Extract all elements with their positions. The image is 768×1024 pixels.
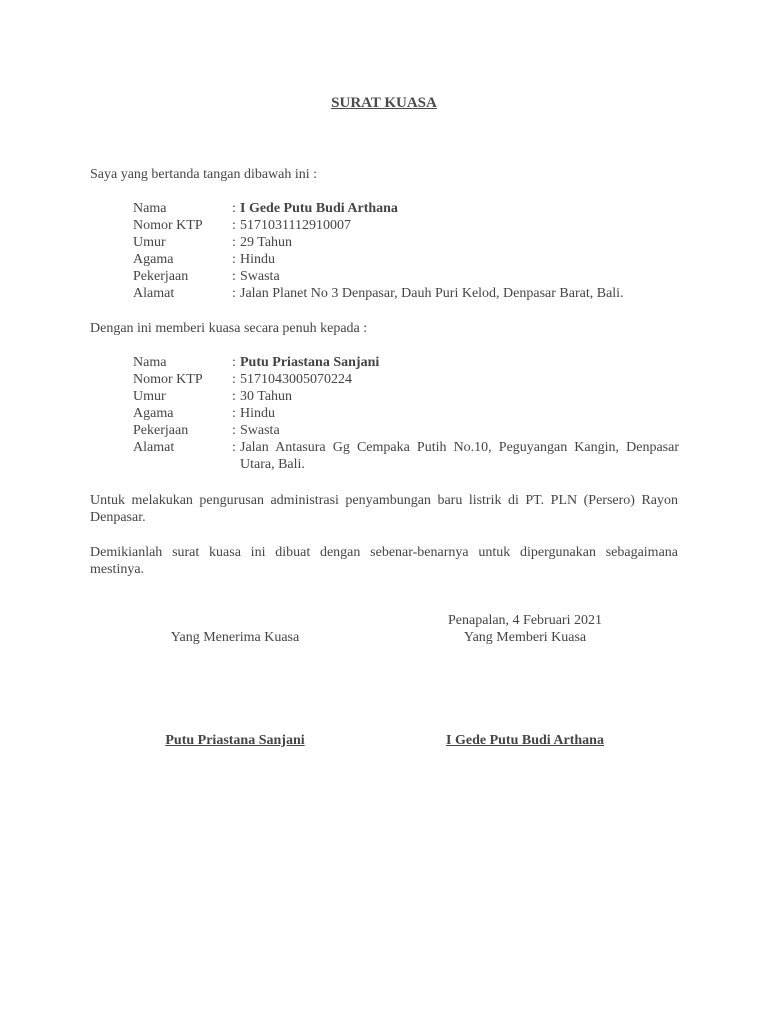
field-label: Pekerjaan xyxy=(133,269,189,284)
grantor-row-religion xyxy=(133,251,679,268)
purpose-text: Untuk melakukan pengurusan administrasi penyambungan baru listrik di PT. PLN (Persero) Rayon Denpasar. xyxy=(90,493,678,525)
document-title: SURAT KUASA xyxy=(331,95,437,111)
receiver-label: Yang Menerima Kuasa xyxy=(170,630,300,645)
field-value: 5171031112910007 xyxy=(240,218,351,233)
field-colon: : xyxy=(232,269,236,284)
closing-text: Demikianlah surat kuasa ini dibuat dengan sebenar-benarnya untuk dipergunakan sebagaimana mestinya. xyxy=(90,545,678,577)
intro-text: Saya yang bertanda tangan dibawah ini : xyxy=(90,167,318,182)
field-value: 29 Tahun xyxy=(240,235,293,250)
grantee-row-occupation xyxy=(133,422,679,439)
field-value: I Gede Putu Budi Arthana xyxy=(240,201,398,216)
grantor-row-ktp xyxy=(133,217,679,234)
field-label: Umur xyxy=(133,389,166,404)
field-colon: : xyxy=(232,406,236,421)
field-value: 30 Tahun xyxy=(240,389,293,404)
field-label: Nama xyxy=(133,355,167,370)
field-colon: : xyxy=(232,423,236,438)
field-label: Alamat xyxy=(133,440,175,455)
field-value: Hindu xyxy=(240,252,275,267)
grantee-row-address xyxy=(133,439,679,473)
field-label: Nomor KTP xyxy=(133,218,203,233)
field-label: Nama xyxy=(133,201,167,216)
mandate-intro-text: Dengan ini memberi kuasa secara penuh kepada : xyxy=(90,321,368,336)
field-colon: : xyxy=(232,252,236,267)
field-value: Hindu xyxy=(240,406,275,421)
field-colon: : xyxy=(232,218,236,233)
field-colon: : xyxy=(232,389,236,404)
receiver-signature-name: Putu Priastana Sanjani xyxy=(165,733,305,748)
grantor-row-name xyxy=(133,200,679,217)
grantor-row-age xyxy=(133,234,679,251)
field-colon: : xyxy=(232,286,236,301)
field-colon: : xyxy=(232,372,236,387)
grantee-row-religion xyxy=(133,405,679,422)
field-value: Putu Priastana Sanjani xyxy=(240,355,380,370)
grantee-row-name xyxy=(133,354,679,371)
field-colon: : xyxy=(232,235,236,250)
field-label: Agama xyxy=(133,252,174,267)
field-label: Alamat xyxy=(133,286,175,301)
grantee-row-age xyxy=(133,388,679,405)
place-date: Penapalan, 4 Februari 2021 xyxy=(448,613,602,628)
field-value: Swasta xyxy=(240,423,280,438)
grantor-details xyxy=(133,200,679,302)
giver-signature-name: I Gede Putu Budi Arthana xyxy=(446,733,604,748)
giver-label: Yang Memberi Kuasa xyxy=(463,630,587,645)
field-value: Swasta xyxy=(240,269,280,284)
field-label: Pekerjaan xyxy=(133,423,189,438)
field-label: Nomor KTP xyxy=(133,372,203,387)
grantor-row-address xyxy=(133,285,679,302)
grantor-row-occupation xyxy=(133,268,679,285)
field-colon: : xyxy=(232,440,236,455)
grantee-details xyxy=(133,354,679,473)
field-value: Jalan Antasura Gg Cempaka Putih No.10, Peguyangan Kangin, Denpasar Utara, Bali. xyxy=(240,440,679,472)
field-label: Umur xyxy=(133,235,166,250)
field-colon: : xyxy=(232,355,236,370)
field-colon: : xyxy=(232,201,236,216)
field-label: Agama xyxy=(133,406,174,421)
grantee-row-ktp xyxy=(133,371,679,388)
field-value: 5171043005070224 xyxy=(240,372,352,387)
field-value: Jalan Planet No 3 Denpasar, Dauh Puri Kelod, Denpasar Barat, Bali. xyxy=(240,286,624,301)
